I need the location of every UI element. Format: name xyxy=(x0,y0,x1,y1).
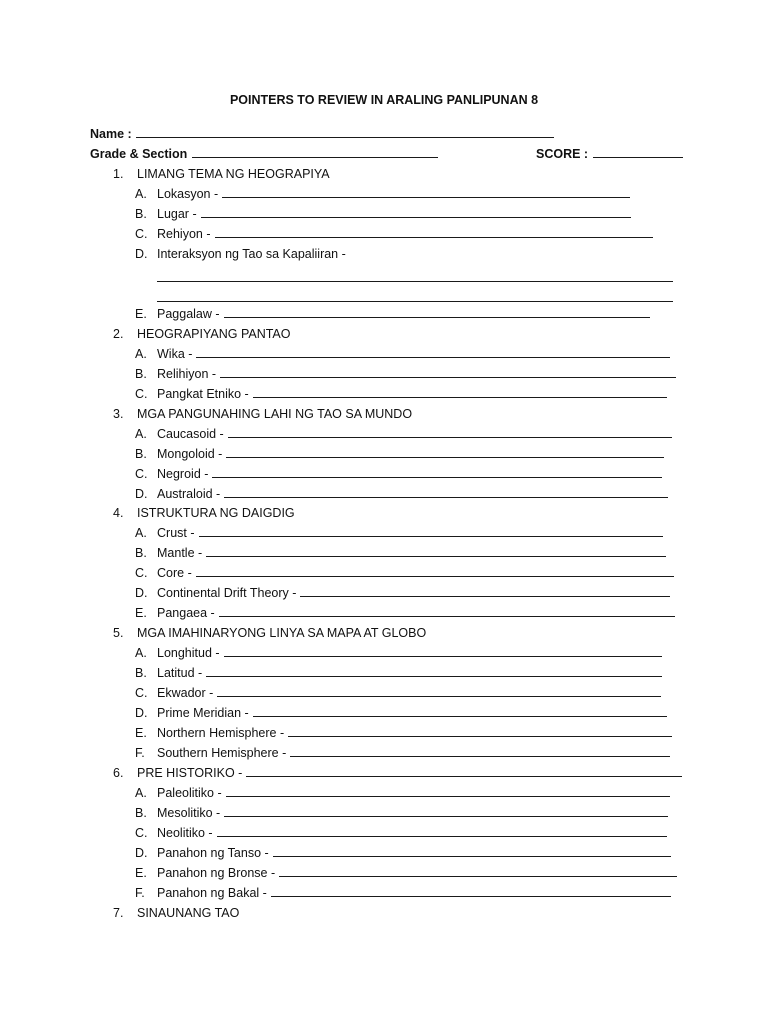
answer-blank[interactable] xyxy=(217,823,667,837)
item-letter: C. xyxy=(135,686,148,700)
list-item xyxy=(135,523,663,543)
item-label: Negroid - xyxy=(157,467,209,481)
list-item xyxy=(135,603,675,623)
answer-blank[interactable] xyxy=(288,723,672,737)
answer-blank[interactable] xyxy=(271,883,671,897)
answer-blank[interactable] xyxy=(273,843,671,857)
item-label: Core - xyxy=(157,566,192,580)
name-label: Name : xyxy=(90,127,132,141)
section-title: SINAUNANG TAO xyxy=(137,906,240,920)
item-letter: C. xyxy=(135,227,148,241)
item-letter: E. xyxy=(135,866,147,880)
item-label: Paggalaw - xyxy=(157,307,220,321)
item-label: Neolitiko - xyxy=(157,826,213,840)
answer-blank[interactable] xyxy=(222,184,630,198)
answer-blank[interactable] xyxy=(206,663,662,677)
item-letter: B. xyxy=(135,806,147,820)
answer-blank[interactable] xyxy=(290,743,670,757)
item-letter: B. xyxy=(135,367,147,381)
item-label: Paleolitiko - xyxy=(157,786,222,800)
answer-blank[interactable] xyxy=(224,304,650,318)
list-item xyxy=(135,424,672,444)
list-item xyxy=(135,863,677,883)
answer-blank[interactable] xyxy=(157,268,673,282)
answer-blank[interactable] xyxy=(253,384,667,398)
answer-line-row xyxy=(157,266,673,286)
list-item xyxy=(135,663,662,683)
item-label: Pangkat Etniko - xyxy=(157,387,249,401)
item-letter: A. xyxy=(135,526,147,540)
answer-blank[interactable] xyxy=(246,763,682,777)
item-label: Rehiyon - xyxy=(157,227,211,241)
item-letter: F. xyxy=(135,746,145,760)
section-number: 4. xyxy=(113,506,124,520)
item-letter: D. xyxy=(135,706,148,720)
section-heading xyxy=(113,623,426,643)
item-letter: B. xyxy=(135,207,147,221)
item-label: Ekwador - xyxy=(157,686,214,700)
section-heading xyxy=(113,404,412,424)
list-item xyxy=(135,583,670,603)
list-item xyxy=(135,683,661,703)
list-item xyxy=(135,344,670,364)
list-item xyxy=(135,244,346,264)
list-item xyxy=(135,743,670,763)
section-title: ISTRUKTURA NG DAIGDIG xyxy=(137,506,295,520)
item-letter: D. xyxy=(135,247,148,261)
section-title: MGA PANGUNAHING LAHI NG TAO SA MUNDO xyxy=(137,407,413,421)
answer-blank[interactable] xyxy=(219,603,675,617)
answer-blank[interactable] xyxy=(226,783,670,797)
item-letter: E. xyxy=(135,606,147,620)
section-number: 7. xyxy=(113,906,124,920)
answer-blank[interactable] xyxy=(224,803,668,817)
item-letter: C. xyxy=(135,467,148,481)
section-title: LIMANG TEMA NG HEOGRAPIYA xyxy=(137,167,330,181)
list-item xyxy=(135,703,667,723)
list-item xyxy=(135,224,653,244)
item-letter: D. xyxy=(135,487,148,501)
item-label: Caucasoid - xyxy=(157,427,224,441)
answer-blank[interactable] xyxy=(226,444,664,458)
section-number: 5. xyxy=(113,626,124,640)
item-label: Lugar - xyxy=(157,207,197,221)
section-title: MGA IMAHINARYONG LINYA SA MAPA AT GLOBO xyxy=(137,626,427,640)
item-label: Relihiyon - xyxy=(157,367,217,381)
answer-blank[interactable] xyxy=(199,523,663,537)
item-letter: C. xyxy=(135,387,148,401)
answer-blank[interactable] xyxy=(217,683,661,697)
item-letter: A. xyxy=(135,427,147,441)
item-letter: D. xyxy=(135,846,148,860)
item-label: Latitud - xyxy=(157,666,203,680)
item-letter: A. xyxy=(135,646,147,660)
worksheet-title: POINTERS TO REVIEW IN ARALING PANLIPUNAN 8 xyxy=(229,93,539,107)
answer-blank[interactable] xyxy=(201,204,631,218)
list-item xyxy=(135,723,672,743)
name-blank[interactable] xyxy=(136,124,554,138)
section-number: 3. xyxy=(113,407,124,421)
answer-blank[interactable] xyxy=(224,643,662,657)
list-item xyxy=(135,384,667,404)
item-letter: B. xyxy=(135,447,147,461)
item-label: Crust - xyxy=(157,526,195,540)
grade-section-blank[interactable] xyxy=(192,144,438,158)
item-label: Panahon ng Bronse - xyxy=(157,866,276,880)
section-heading xyxy=(113,503,295,523)
list-item xyxy=(135,304,650,324)
list-item xyxy=(135,823,667,843)
answer-blank[interactable] xyxy=(215,224,653,238)
item-label: Panahon ng Tanso - xyxy=(157,846,269,860)
section-number: 2. xyxy=(113,327,124,341)
item-label: Mesolitiko - xyxy=(157,806,221,820)
answer-blank[interactable] xyxy=(253,703,667,717)
section-title: PRE HISTORIKO - xyxy=(137,766,243,780)
section-number: 1. xyxy=(113,167,124,181)
score-label: SCORE : xyxy=(536,147,589,161)
answer-blank[interactable] xyxy=(224,484,668,498)
list-item xyxy=(135,563,674,583)
section-number: 6. xyxy=(113,766,124,780)
item-label: Panahon ng Bakal - xyxy=(157,886,267,900)
section-heading xyxy=(113,324,291,344)
section-heading xyxy=(113,903,239,923)
answer-line-row xyxy=(157,286,673,306)
item-label: Longhitud - xyxy=(157,646,220,660)
list-item xyxy=(135,843,671,863)
item-letter: A. xyxy=(135,786,147,800)
answer-blank[interactable] xyxy=(157,288,673,302)
item-letter: E. xyxy=(135,307,147,321)
item-label: Lokasyon - xyxy=(157,187,219,201)
item-label: Southern Hemisphere - xyxy=(157,746,287,760)
list-item xyxy=(135,184,630,204)
list-item xyxy=(135,643,662,663)
answer-blank[interactable] xyxy=(220,364,676,378)
answer-blank[interactable] xyxy=(206,543,666,557)
item-letter: E. xyxy=(135,726,147,740)
answer-blank[interactable] xyxy=(196,563,674,577)
answer-blank[interactable] xyxy=(196,344,670,358)
score-blank[interactable] xyxy=(593,144,683,158)
item-letter: F. xyxy=(135,886,145,900)
list-item xyxy=(135,464,662,484)
answer-blank[interactable] xyxy=(212,464,662,478)
name-row xyxy=(90,124,554,144)
item-label: Prime Meridian - xyxy=(157,706,249,720)
answer-blank[interactable] xyxy=(300,583,670,597)
item-label: Mongoloid - xyxy=(157,447,223,461)
grade-section-label: Grade & Section xyxy=(90,147,188,161)
item-label: Continental Drift Theory - xyxy=(157,586,297,600)
list-item xyxy=(135,883,671,903)
item-letter: C. xyxy=(135,826,148,840)
item-label: Northern Hemisphere - xyxy=(157,726,285,740)
item-label: Pangaea - xyxy=(157,606,215,620)
list-item xyxy=(135,484,668,504)
section-title: HEOGRAPIYANG PANTAO xyxy=(137,327,291,341)
answer-blank[interactable] xyxy=(228,424,672,438)
item-letter: C. xyxy=(135,566,148,580)
section-heading xyxy=(113,164,330,184)
item-letter: B. xyxy=(135,666,147,680)
item-label: Mantle - xyxy=(157,546,203,560)
list-item xyxy=(135,204,631,224)
answer-blank[interactable] xyxy=(279,863,677,877)
score-row xyxy=(536,144,683,164)
item-letter: B. xyxy=(135,546,147,560)
list-item xyxy=(135,444,664,464)
item-letter: A. xyxy=(135,347,147,361)
list-item xyxy=(135,364,676,384)
list-item xyxy=(135,803,668,823)
section-heading xyxy=(113,763,682,783)
item-label: Australoid - xyxy=(157,487,221,501)
item-letter: A. xyxy=(135,187,147,201)
item-label: Wika - xyxy=(157,347,193,361)
item-label: Interaksyon ng Tao sa Kapaliiran - xyxy=(157,247,346,261)
list-item xyxy=(135,543,666,563)
list-item xyxy=(135,783,670,803)
grade-section-row xyxy=(90,144,438,164)
item-letter: D. xyxy=(135,586,148,600)
